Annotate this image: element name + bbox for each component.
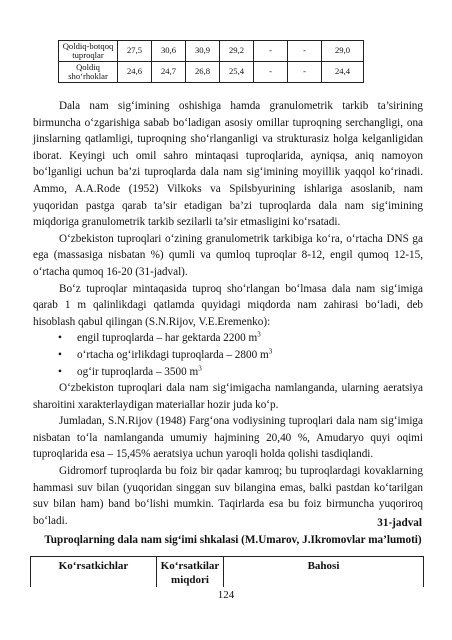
table-cell: 26,8 <box>186 62 220 83</box>
list-item <box>33 330 423 347</box>
table-row <box>59 62 364 83</box>
list-item-text: og‘ir tuproqlarda – 3500 m <box>77 365 199 378</box>
paragraph: Dala nam sig‘imining oshishiga hamda granulometrik tarkib ta’sirining birmuncha o‘zgarishiga sabab bo‘ladigan asosiy omillar tuproqning serchangligi, ona jinslarning qatlamligi, tuproqning sho‘rlanganligi va strukturasiz holga kelganligidan iborat. Keyingi uch omil sahro mintaqasi tuproqlarida, ayniqsa, aniq namoyon bo‘lganligi uchun ba’zi tuproqlarda dala nam sig‘imining moyillik yaqqol ko‘rinadi. Ammo, A.A.Rode (1952) Vilkoks va Spilsbyurining ishlariga asoslanib, nam yuqoridan pastga qarab ta’sir etadigan ba’zi tuproqlarda dala nam sig‘imining miqdoriga granulometrik tarkib sezilarli ta’sir etmasligini ko‘rsatadi. <box>33 100 423 229</box>
table-cell: - <box>254 62 288 83</box>
table-title: Tuproqlarning dala nam sig‘imi shkalasi (M.Umarov, J.Ikromovlar ma’lumoti) <box>44 534 422 546</box>
table-cell: 30,9 <box>186 41 220 62</box>
paragraph: Jumladan, S.N.Rijov (1948) Farg‘ona vodiysining tuproqlari dala nam sig‘imiga nisbatan to‘la namlanganda umumiy hajmining 20,40 %, Amudaryo quyi oqimi tuproqlarida esa – 15,45% aeratsiya uchun yaroqli holda qolishi tasdiqlandi. <box>33 415 423 461</box>
table-cell: 29,2 <box>220 41 254 62</box>
column-header: Ko‘rsatkilar miqdori <box>157 557 224 588</box>
paragraph: O‘zbekiston tuproqlari o‘zining granulometrik tarkibiga ko‘ra, o‘rtacha DNS ga ega (massasiga nisbatan %) qumli va qumloq tuproqlar 8-12, engil qumoq 12-15, o‘rtacha qumoq 16-20 (31-jadval). <box>33 232 423 278</box>
table-cell: 24,6 <box>118 62 152 83</box>
table-cell: 29,0 <box>322 41 364 62</box>
paragraph: Gidromorf tuproqlarda bu foiz bir qadar kamroq; bu tuproqlardagi kovaklarning hammasi suv bilan (yuqoridan singgan suv bilangina emas, balki pastdan ko‘tarilgan suv bilan ham) band bo‘lishi mumkin. Taqirlarda esa bu foiz birmuncha yuqoriroq bo‘ladi. <box>33 465 423 527</box>
table-row <box>59 41 364 62</box>
table-cell: 24,7 <box>152 62 186 83</box>
paragraph: O‘zbekiston tuproqlari dala nam sig‘imigacha namlanganda, ularning aeratsiya sharoitini xarakterlaydigan materiallar hozir juda ko‘p. <box>33 382 423 411</box>
table-header-row <box>31 557 424 588</box>
list-item <box>33 364 423 381</box>
table-cell: Qoldiq-botqoq tuproqlar <box>59 41 118 62</box>
table-cell: Qoldiq sho‘rhoklar <box>59 62 118 83</box>
bullet-list <box>33 330 423 380</box>
superscript: 3 <box>198 363 202 372</box>
table-cell: - <box>254 41 288 62</box>
table-cell: 25,4 <box>220 62 254 83</box>
table-cell: - <box>288 62 322 83</box>
paragraph: Bo‘z tuproqlar mintaqasida tuproq sho‘rlangan bo‘lmasa dala nam sig‘imiga qarab 1 m qalinlikdagi qatlamda quyidagi miqdorda nam zahirasi bo‘ladi, deb hisoblash qabul qilingan (S.N.Rijov, V.E.Eremenko): <box>33 282 423 328</box>
column-header: Ko‘rsatkichlar <box>31 557 157 588</box>
list-item-text: engil tuproqlarda – har gektarda 2200 m <box>77 332 258 345</box>
list-item-text: o‘rtacha og‘irlikdagi tuproqlarda – 2800 m <box>77 348 269 361</box>
superscript: 3 <box>268 347 273 356</box>
table-cell: - <box>288 41 322 62</box>
column-header: Bahosi <box>224 557 424 588</box>
list-item <box>33 347 423 364</box>
table-cell: 30,6 <box>152 41 186 62</box>
table-cell: 27,5 <box>118 41 152 62</box>
data-table <box>58 40 364 83</box>
table-number: 31-jadval <box>377 517 422 529</box>
body-text <box>33 98 423 529</box>
superscript: 3 <box>257 330 261 339</box>
header-table <box>30 556 424 587</box>
table-cell: 24,4 <box>322 62 364 83</box>
page-number: 124 <box>217 589 235 601</box>
